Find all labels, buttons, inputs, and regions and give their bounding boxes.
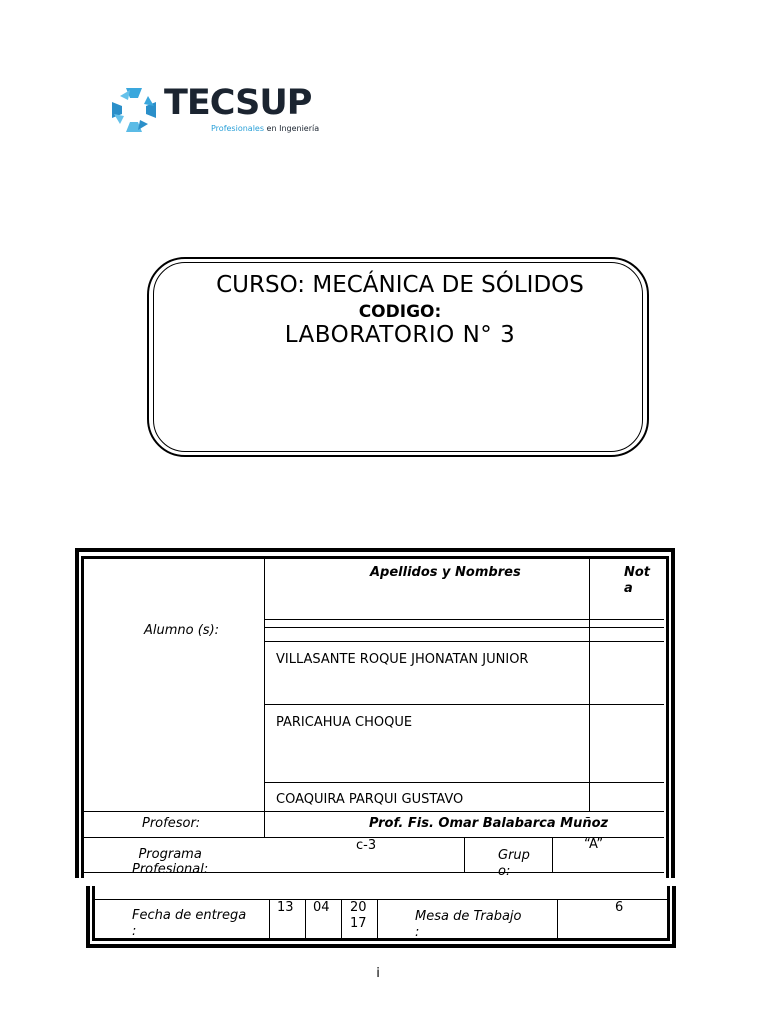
student-name-1: VILLASANTE ROQUE JHONATAN JUNIOR	[276, 652, 529, 667]
page-number: i	[376, 966, 380, 981]
logo-wordmark: TECSUP	[164, 83, 312, 123]
course-title: CURSO: MECÁNICA DE SÓLIDOS	[216, 272, 584, 298]
student-name-3: COAQUIRA PARQUI GUSTAVO	[276, 792, 464, 807]
fecha-month: 04	[313, 900, 330, 915]
programa-label: Programa Profesional:	[132, 847, 209, 877]
grupo-label: Grup o:	[498, 848, 530, 879]
mesa-value: 6	[615, 900, 624, 915]
profesor-label: Profesor:	[142, 816, 201, 831]
names-column-header: Apellidos y Nombres	[370, 565, 521, 580]
profesor-value: Prof. Fis. Omar Balabarca Muñoz	[369, 816, 609, 831]
nota-column-header: Not a	[624, 565, 651, 596]
mesa-label: Mesa de Trabajo :	[415, 909, 522, 940]
alumno-label: Alumno (s):	[144, 623, 220, 638]
grupo-value: “A”	[584, 837, 604, 852]
logo-tagline: Profesionales en Ingeniería	[211, 124, 320, 133]
course-code: CODIGO:	[358, 302, 442, 322]
tecsup-arrows-icon	[108, 84, 160, 136]
fecha-day: 13	[277, 900, 294, 915]
student-name-2: PARICAHUA CHOQUE	[276, 715, 413, 730]
fecha-year: 20 17	[350, 900, 367, 931]
fecha-label: Fecha de entrega :	[132, 908, 247, 939]
tecsup-logo	[108, 82, 318, 138]
programa-value: c-3	[356, 838, 377, 853]
lab-title: LABORATORIO N° 3	[284, 322, 516, 348]
